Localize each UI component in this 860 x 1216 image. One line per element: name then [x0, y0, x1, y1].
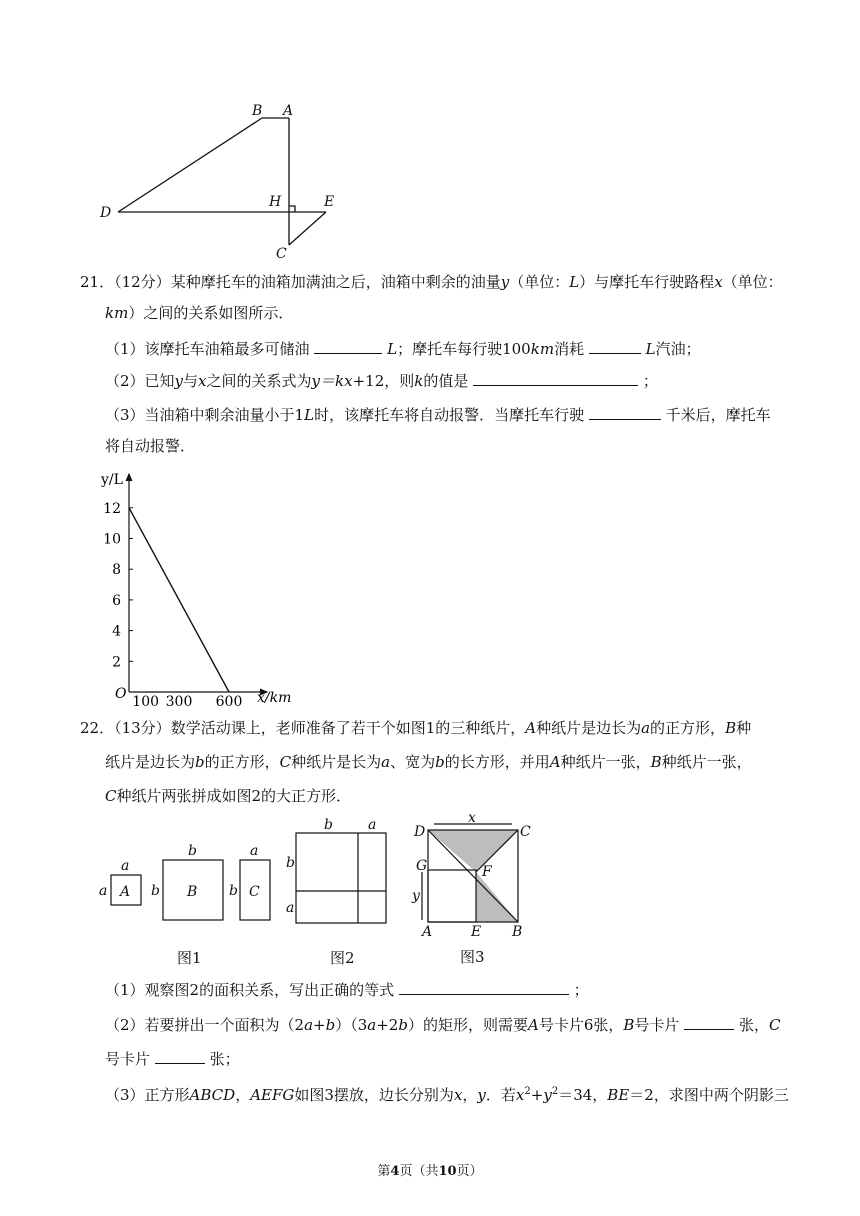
q22-sup: 2 [551, 1086, 559, 1097]
q22-text: 数学活动课上，老师准备了若干个如图1的三种纸片， [170, 719, 526, 737]
figure-3 [408, 812, 538, 977]
q22-text: 纸片是边长为 [105, 753, 196, 771]
label-E: E [324, 194, 335, 210]
fig1-b-top: b [188, 843, 197, 859]
footer-total-pages: 10 [438, 1164, 457, 1179]
q21-unit: L [304, 406, 315, 424]
q21-text: （2）已知 [105, 372, 175, 390]
q22-var: x [453, 1086, 463, 1104]
footer-page-number: 4 [390, 1164, 400, 1179]
fig2-caption: 图2 [330, 949, 355, 967]
q21-line-1 [80, 272, 783, 292]
segment-DB [118, 118, 262, 212]
q21-text: 消耗 [554, 340, 585, 358]
q22-part-1 [105, 979, 589, 1000]
q22-part-3 [105, 1082, 789, 1105]
q22-text: 号卡片 [634, 1016, 680, 1034]
q22-text: （2）若要拼出一个面积为（2 [105, 1016, 305, 1034]
q22-score: （13分） [114, 719, 171, 737]
q21-unit: km [530, 340, 555, 358]
fig3-caption: 图3 [460, 948, 485, 966]
q21-number-value: 1 [294, 406, 305, 424]
q21-text: 之间的关系式为 [206, 372, 312, 390]
fig2-b-top: b [324, 817, 333, 833]
y-tick-label: 2 [112, 654, 121, 671]
fig1-a-top-2: a [250, 843, 259, 859]
q22-text: 种 [736, 719, 752, 737]
shaded-triangle-top [428, 830, 518, 872]
origin-label: O [115, 686, 127, 702]
label-B: B [252, 103, 263, 119]
q22-text: （1）观察图2的面积关系，写出正确的等式 [105, 981, 395, 999]
q21-text: 千米后，摩托车 [665, 406, 771, 424]
q22-var: C [769, 1016, 781, 1034]
q21-text: 汽油； [655, 340, 701, 358]
fig1-b-left-2: b [229, 883, 238, 899]
q22-text: ．若 [485, 1086, 516, 1104]
right-angle-mark [289, 206, 295, 212]
fig3-A: A [422, 924, 433, 940]
q21-var: y [500, 273, 510, 291]
q21-text: ； [642, 372, 658, 390]
q22-text: 种纸片一张， [560, 753, 651, 771]
q22-line-3 [105, 786, 351, 806]
q22-line-2 [105, 752, 752, 772]
square-AEFG [428, 870, 476, 922]
q22-text: 、宽为 [390, 753, 436, 771]
q22-text: 张， [738, 1016, 769, 1034]
q22-line-1 [80, 718, 751, 738]
q22-var: b [325, 1016, 336, 1034]
series-line-0 [129, 508, 229, 692]
q21-part-3 [105, 404, 771, 425]
q22-text: 种纸片是长为 [291, 753, 382, 771]
answer-blank-capacity[interactable] [314, 338, 382, 354]
q22-part-2-cont [105, 1048, 240, 1069]
fuel-chart [95, 462, 325, 712]
q22-number: 22． [80, 719, 115, 737]
figure-1 [95, 815, 285, 975]
q21-unit: L [569, 273, 580, 291]
q21-number-value: 100 [502, 340, 531, 358]
q22-var: B [650, 753, 662, 771]
answer-blank-distance[interactable] [589, 404, 661, 420]
q22-var: B [623, 1016, 635, 1034]
y-tick-label: 8 [112, 562, 121, 579]
q21-var: k [414, 372, 424, 390]
fig1-a-top: a [121, 858, 130, 874]
q21-text: （单位： [722, 273, 783, 291]
q21-part-1 [105, 338, 701, 359]
fig1-caption: 图1 [177, 949, 202, 967]
y-tick-label: 10 [103, 531, 121, 548]
q21-score: （12分） [114, 273, 171, 291]
q21-unit: L [387, 340, 398, 358]
q22-text: ＝34， [558, 1086, 608, 1104]
q22-text: ＝2，求图中两个阴影三 [629, 1086, 789, 1104]
q22-text: 如图3摆放，边长分别为 [294, 1086, 454, 1104]
q21-text: ）之间的关系如图所示． [128, 304, 294, 322]
q22-text: 张； [209, 1050, 240, 1068]
fig3-C: C [520, 824, 531, 840]
q22-sup: 2 [524, 1086, 531, 1097]
q22-var: BE [607, 1086, 630, 1104]
label-A: A [283, 103, 294, 119]
q22-text: 种纸片一张， [661, 753, 752, 771]
y-tick-label: 6 [112, 592, 121, 609]
q21-text: 将自动报警． [105, 437, 196, 455]
q22-var: a [641, 719, 651, 737]
fig3-D: D [414, 824, 426, 840]
q21-number: 21． [80, 273, 115, 291]
q21-text: ）与摩托车行驶路程 [579, 273, 715, 291]
q22-var: A [525, 719, 537, 737]
q22-var: C [105, 787, 117, 805]
q22-text: ）的矩形，则需要 [407, 1016, 528, 1034]
q22-text: + [313, 1016, 326, 1034]
fig2-b-left: b [286, 855, 295, 871]
q22-text: +2 [376, 1016, 399, 1034]
q22-text: ， [235, 1086, 251, 1104]
q21-text: 时，该摩托车将自动报警．当摩托车行驶 [314, 406, 585, 424]
q21-var: y [174, 372, 184, 390]
q21-formula: +12，则 [352, 372, 415, 390]
q21-text: （单位： [509, 273, 570, 291]
q21-unit: km [105, 304, 129, 322]
q22-part-2 [105, 1014, 780, 1035]
page-footer [0, 1160, 860, 1179]
answer-blank-identity[interactable] [399, 979, 569, 995]
q22-var: B [725, 719, 737, 737]
q22-text: ， [462, 1086, 478, 1104]
answer-blank-consumption[interactable] [589, 338, 641, 354]
fig1-a-left: a [99, 883, 108, 899]
label-C: C [276, 246, 287, 262]
q22-text: 号卡片 [105, 1050, 151, 1068]
figure-2 [282, 815, 392, 975]
fig2-a-left: a [286, 900, 295, 916]
q21-text: 某种摩托车的油箱加满油之后，油箱中剩余的油量 [170, 273, 501, 291]
answer-blank-k[interactable] [473, 370, 638, 386]
q22-var: a [381, 753, 391, 771]
answer-blank-B-count[interactable] [684, 1014, 734, 1030]
fig3-x: x [468, 812, 476, 826]
q21-var: x [714, 273, 723, 291]
fig1-A: A [120, 884, 131, 900]
q22-var: a [304, 1016, 314, 1034]
q22-text: 的长方形，并用 [444, 753, 550, 771]
q22-text: （3）正方形 [105, 1086, 190, 1104]
q22-var: b [398, 1016, 408, 1034]
q22-var: y [543, 1086, 552, 1104]
q22-text: ）（3 [335, 1016, 368, 1034]
big-square [296, 833, 386, 923]
y-tick-label: 4 [112, 623, 121, 640]
q22-var: y [477, 1086, 486, 1104]
q22-var: x [515, 1086, 525, 1104]
q21-part-2 [105, 370, 658, 391]
x-tick-label: 300 [165, 694, 193, 710]
q22-var: ABCD [189, 1086, 236, 1104]
q22-var: AEFG [250, 1086, 295, 1104]
fig3-G: G [416, 858, 428, 874]
y-tick-label: 12 [103, 500, 121, 517]
q22-var: A [549, 753, 561, 771]
q21-text: （3）当油箱中剩余油量小于 [105, 406, 295, 424]
q21-formula: y＝ [311, 372, 336, 390]
q22-var: a [367, 1016, 377, 1034]
label-D: D [100, 205, 112, 221]
q21-formula: kx [335, 372, 353, 390]
label-H: H [269, 194, 282, 210]
q21-text: 的值是 [423, 372, 469, 390]
q22-text: 号卡片6张， [538, 1016, 624, 1034]
q21-text: ；摩托车每行驶 [397, 340, 503, 358]
fig1-b-left: b [151, 883, 160, 899]
q22-text: ； [573, 981, 589, 999]
footer-text: 页） [456, 1164, 483, 1179]
q22-text: 的正方形， [204, 753, 280, 771]
footer-text: 页（共 [399, 1164, 439, 1179]
q22-var: A [527, 1016, 539, 1034]
answer-blank-C-count[interactable] [155, 1048, 205, 1064]
y-axis-label: y/L [101, 472, 123, 488]
footer-text: 第 [377, 1164, 391, 1179]
fig3-F: F [482, 864, 492, 880]
q21-part-3-cont [105, 436, 195, 456]
q22-var: C [279, 753, 292, 771]
x-tick-label: 100 [132, 694, 160, 710]
q21-var: x [198, 372, 207, 390]
q22-var: b [195, 753, 205, 771]
fig3-E: E [471, 924, 482, 940]
x-tick-label: 600 [215, 694, 243, 710]
q22-text: + [530, 1086, 544, 1104]
fig3-y: y [412, 888, 420, 904]
q21-text: （1）该摩托车油箱最多可储油 [105, 340, 310, 358]
q21-line-2 [105, 303, 293, 323]
q22-text: 种纸片是边长为 [536, 719, 642, 737]
segment-EC [289, 212, 326, 245]
x-axis-label: x/km [257, 690, 292, 706]
q22-var: b [435, 753, 445, 771]
fig1-B: B [187, 884, 198, 900]
fig2-a-top: a [368, 817, 377, 833]
fig1-C: C [249, 884, 260, 900]
geometry-figure-top [90, 95, 360, 270]
fig3-B: B [512, 924, 523, 940]
q21-unit: L [645, 340, 656, 358]
q22-text: 的正方形， [650, 719, 726, 737]
q22-text: 种纸片两张拼成如图2的大正方形． [116, 787, 352, 805]
q21-text: 与 [183, 372, 199, 390]
